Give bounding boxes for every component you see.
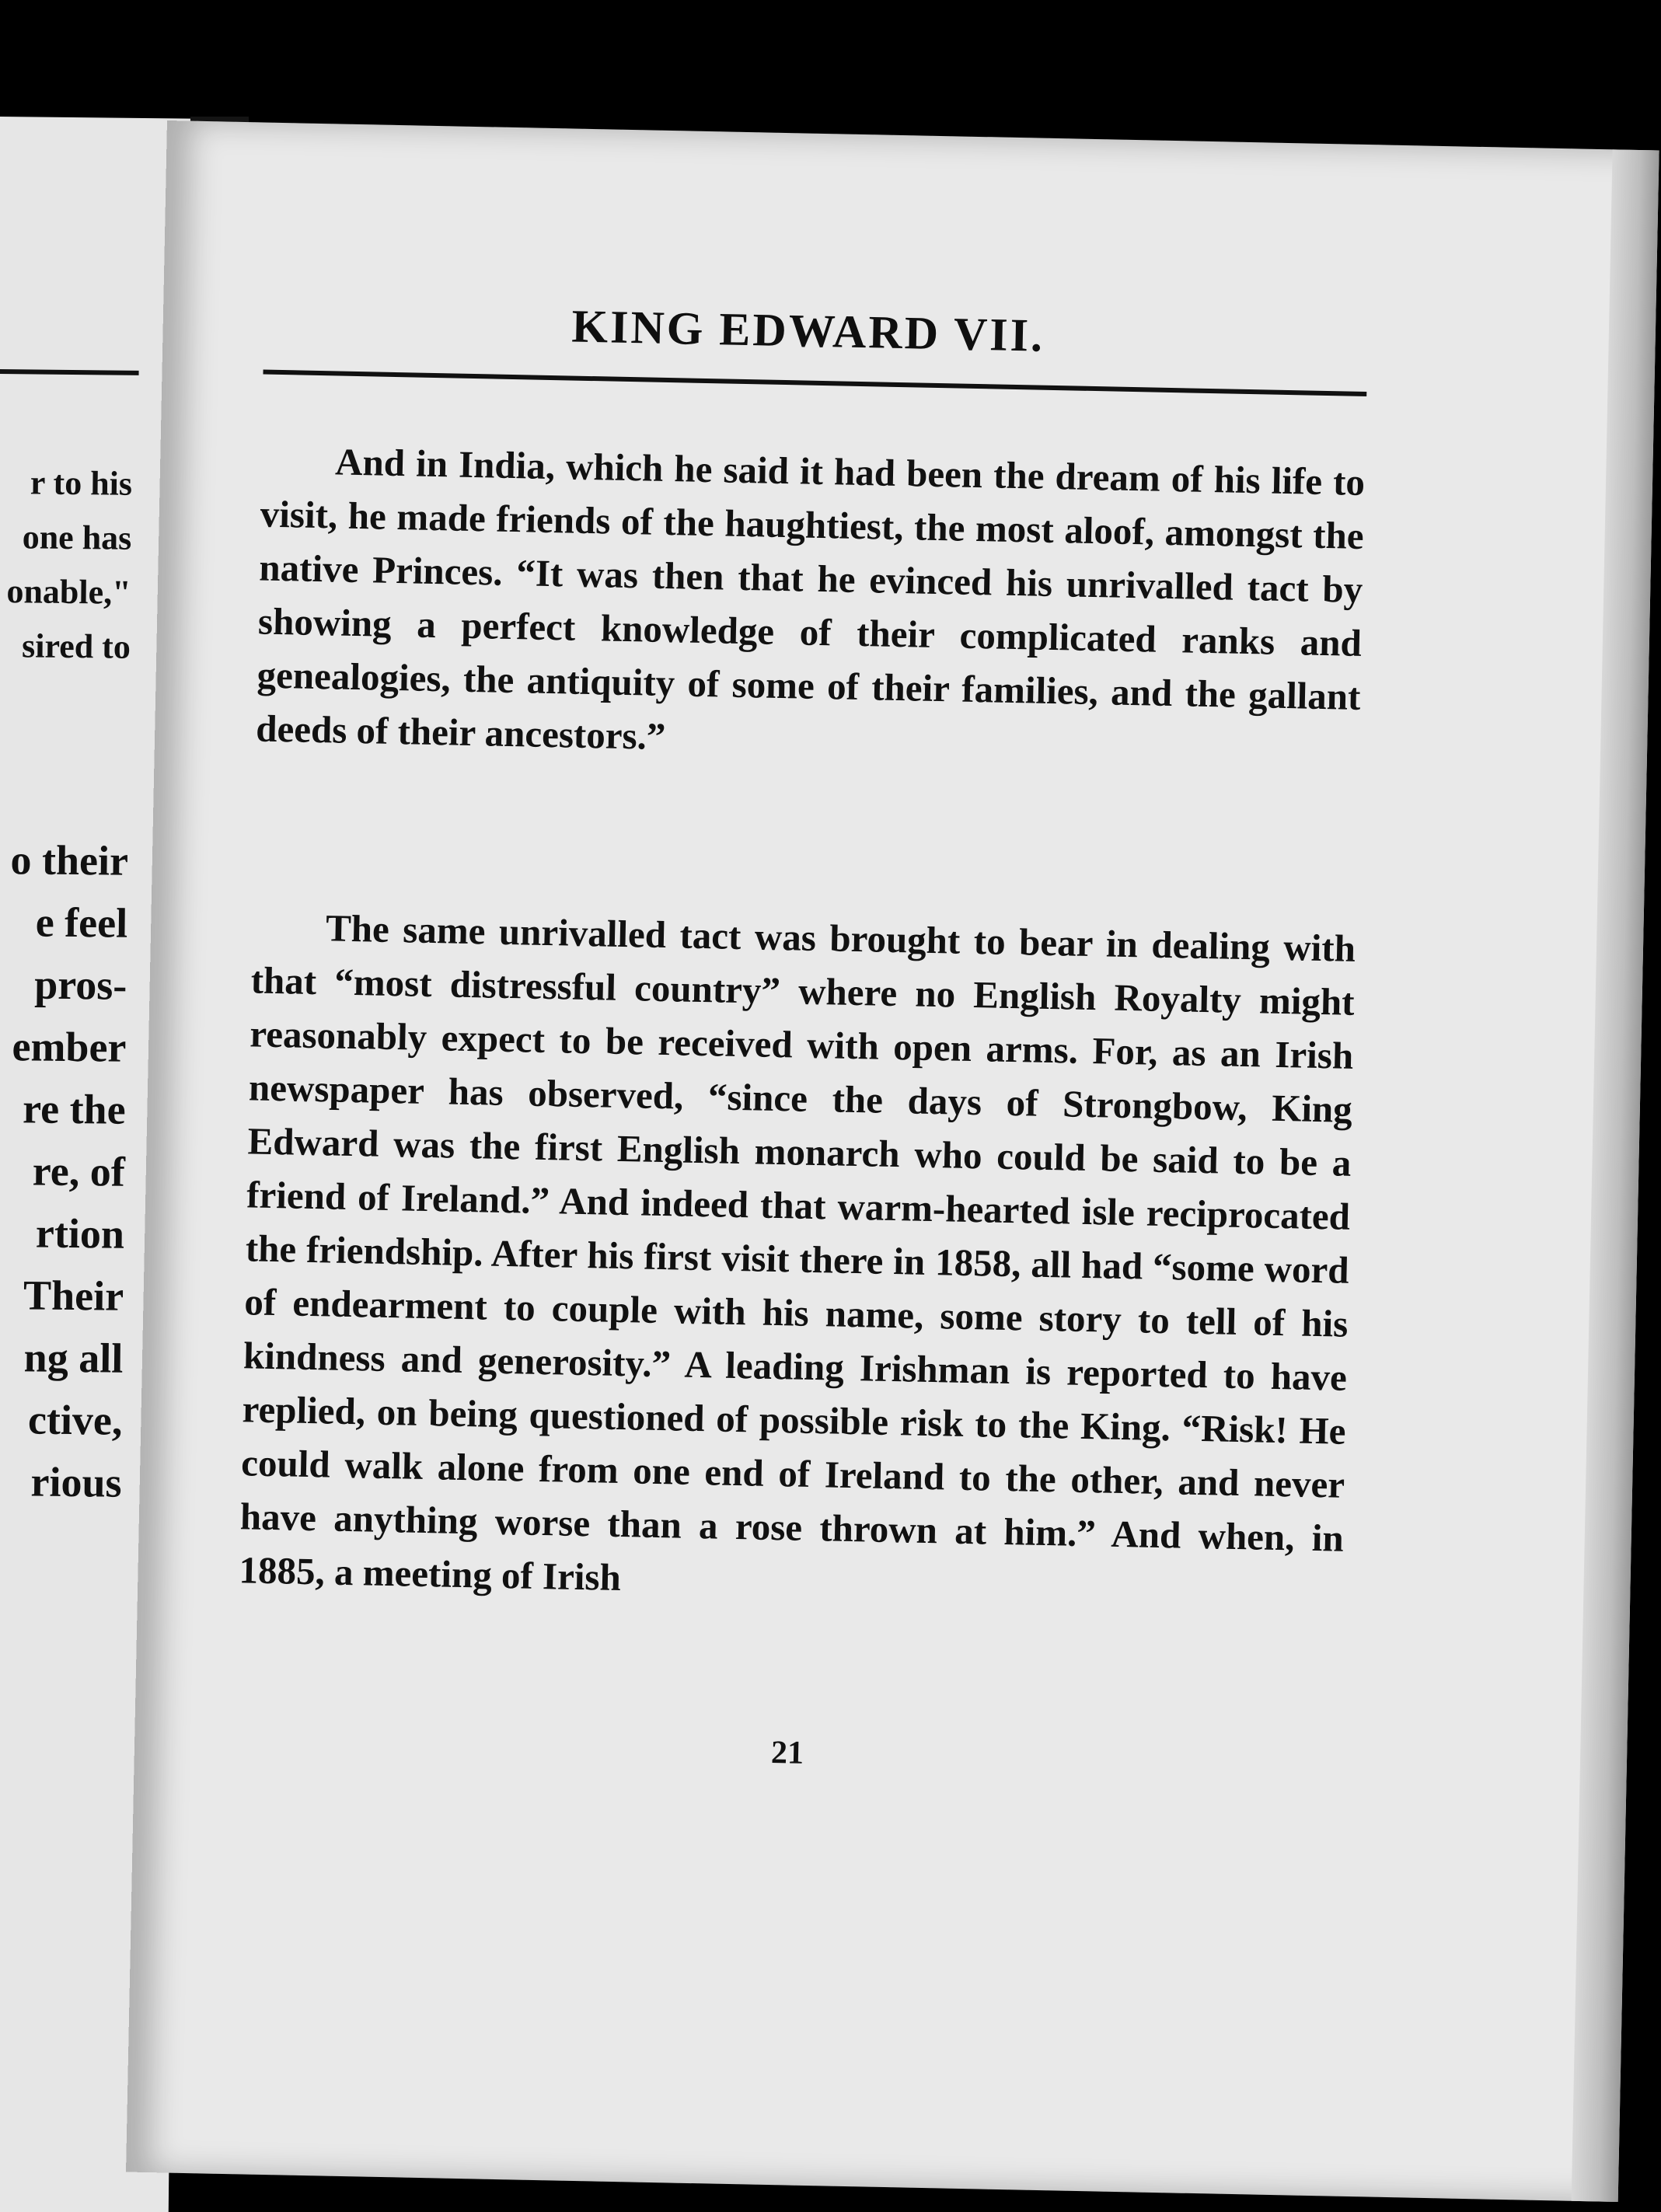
previous-page-line: e feel (35, 898, 128, 947)
running-header: KING EDWARD VII. (571, 300, 1045, 361)
paragraph-india (256, 434, 1366, 777)
previous-page-line: r to his (30, 463, 133, 503)
previous-page-line: re the (22, 1085, 126, 1133)
page-edge-shadow (1572, 149, 1659, 2202)
previous-page-line: one has (22, 518, 132, 557)
page-number: 21 (770, 1735, 804, 1771)
previous-page-line: rtion (35, 1209, 125, 1258)
paragraph-ireland (239, 899, 1356, 1618)
previous-page-line: ctive, (27, 1396, 123, 1444)
previous-page-line: ember (12, 1023, 127, 1071)
previous-page-line: sired to (21, 626, 131, 666)
previous-page-line: rious (30, 1458, 122, 1506)
previous-page-line: pros- (33, 961, 127, 1009)
paragraph-text: The same unrivalled tact was brought to bear in dealing with that “most distressful country” where no English Royalty might reasonably expect to be received with open arms. For, as an Irish newspaper has observed, “since the days of Strongbow, King Edward was the first English monarch who could be said to be a friend of Ireland.” And indeed that warm-hearted isle reciprocated the friendship. After his first visit there in 1858, all had “some word of endearment to couple with his name, some story to tell of his kindness and generosity.” A leading Irishman is reported to have replied, on being questioned of possible risk to the King. “Risk! He could walk alone from one end of Ireland to the other, and never have anything worse than a rose thrown at him.” And when, in 1885, a meeting of Irish (239, 906, 1356, 1600)
previous-page-line: o their (10, 836, 129, 884)
header-rule (263, 370, 1366, 396)
previous-page-line: onable," (6, 572, 131, 612)
previous-page-header-rule (0, 369, 139, 375)
previous-page-line: ng all (23, 1334, 124, 1382)
page (126, 120, 1659, 2202)
previous-page-line: re, of (32, 1147, 126, 1195)
paragraph-text: And in India, which he said it had been the dream of his life to visit, he made friends of the haughtiest, the most aloof, amongst the native Princes. “It was then that he evinced his unrivalled tact by showing a perfect knowledge of their complicated ranks and genealogies, the antiquity of some of their families, and the gallant deeds of their ancestors.” (255, 440, 1366, 759)
previous-page-line: Their (23, 1272, 124, 1320)
